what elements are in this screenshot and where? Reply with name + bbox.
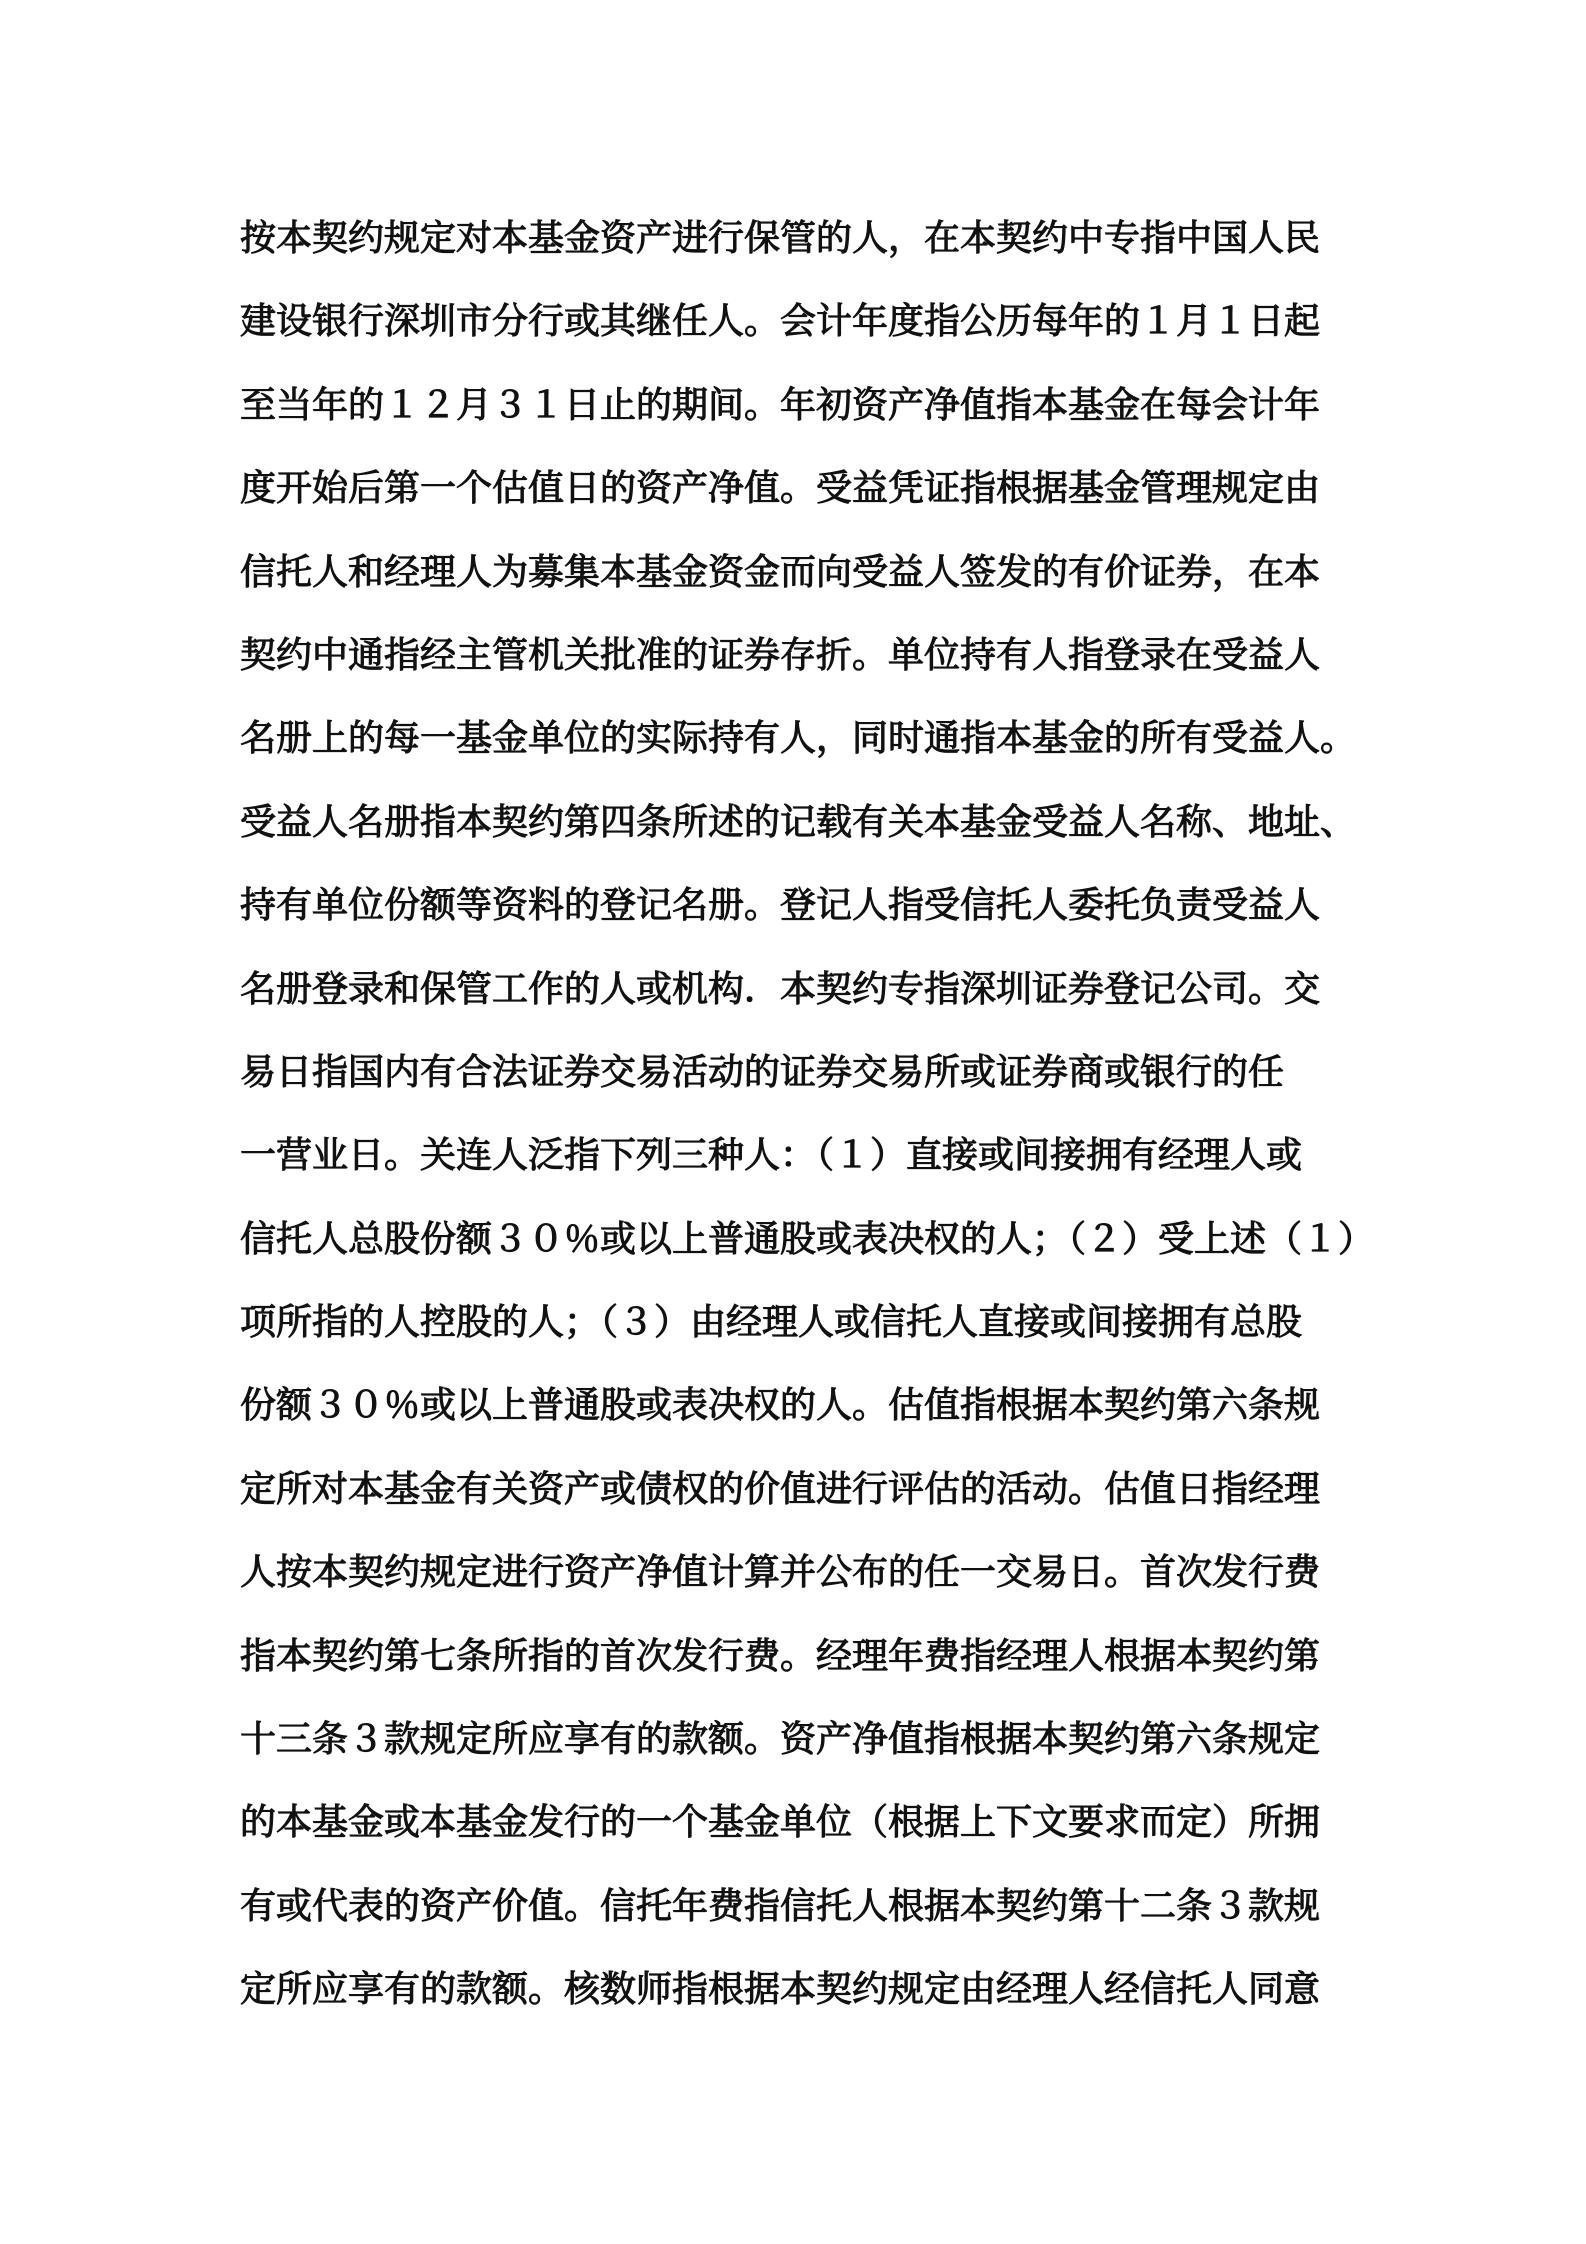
text-line: 信托人总股份额３０％或以上普通股或表决权的人；（２）受上述（１）	[240, 1218, 1375, 1260]
text-line: 定所对本基金有关资产或债权的价值进行评估的活动。估值日指经理	[240, 1468, 1321, 1510]
text-line: 至当年的１２月３１日止的期间。年初资产净值指本基金在每会计年	[240, 384, 1321, 426]
text-line: 名册上的每一基金单位的实际持有人，同时通指本基金的所有受益人。	[240, 718, 1357, 760]
text-line: 十三条３款规定所应享有的款额。资产净值指根据本契约第六条规定	[240, 1719, 1321, 1761]
text-line: 易日指国内有合法证券交易活动的证券交易所或证券商或银行的任	[240, 1051, 1285, 1093]
text-line: 度开始后第一个估值日的资产净值。受益凭证指根据基金管理规定由	[240, 468, 1321, 510]
text-line: 项所指的人控股的人；（３）由经理人或信托人直接或间接拥有总股	[240, 1302, 1303, 1344]
body-text	[240, 197, 1375, 2032]
text-line: 信托人和经理人为募集本基金资金而向受益人签发的有价证券，在本	[240, 551, 1321, 593]
text-line: 一营业日。关连人泛指下列三种人：（１）直接或间接拥有经理人或	[240, 1135, 1303, 1177]
text-line: 契约中通指经主管机关批准的证券存折。单位持有人指登录在受益人	[240, 634, 1321, 676]
text-line: 定所应享有的款额。核数师指根据本契约规定由经理人经信托人同意	[240, 1969, 1321, 2011]
text-line: 受益人名册指本契约第四条所述的记载有关本基金受益人名称、地址、	[240, 801, 1357, 843]
text-line: 持有单位份额等资料的登记名册。登记人指受信托人委托负责受益人	[240, 885, 1321, 927]
text-line: 有或代表的资产价值。信托年费指信托人根据本契约第十二条３款规	[240, 1885, 1321, 1927]
text-line: 建设银行深圳市分行或其继任人。会计年度指公历每年的１月１日起	[240, 301, 1321, 343]
text-line: 份额３０％或以上普通股或表决权的人。估值指根据本契约第六条规	[240, 1385, 1321, 1427]
text-line: 的本基金或本基金发行的一个基金单位（根据上下文要求而定）所拥	[240, 1802, 1321, 1844]
text-line: 名册登录和保管工作的人或机构．本契约专指深圳证券登记公司。交	[240, 968, 1321, 1010]
text-line: 指本契约第七条所指的首次发行费。经理年费指经理人根据本契约第	[240, 1635, 1321, 1677]
text-line: 人按本契约规定进行资产净值计算并公布的任一交易日。首次发行费	[240, 1552, 1321, 1594]
text-line: 按本契约规定对本基金资产进行保管的人，在本契约中专指中国人民	[240, 218, 1321, 259]
